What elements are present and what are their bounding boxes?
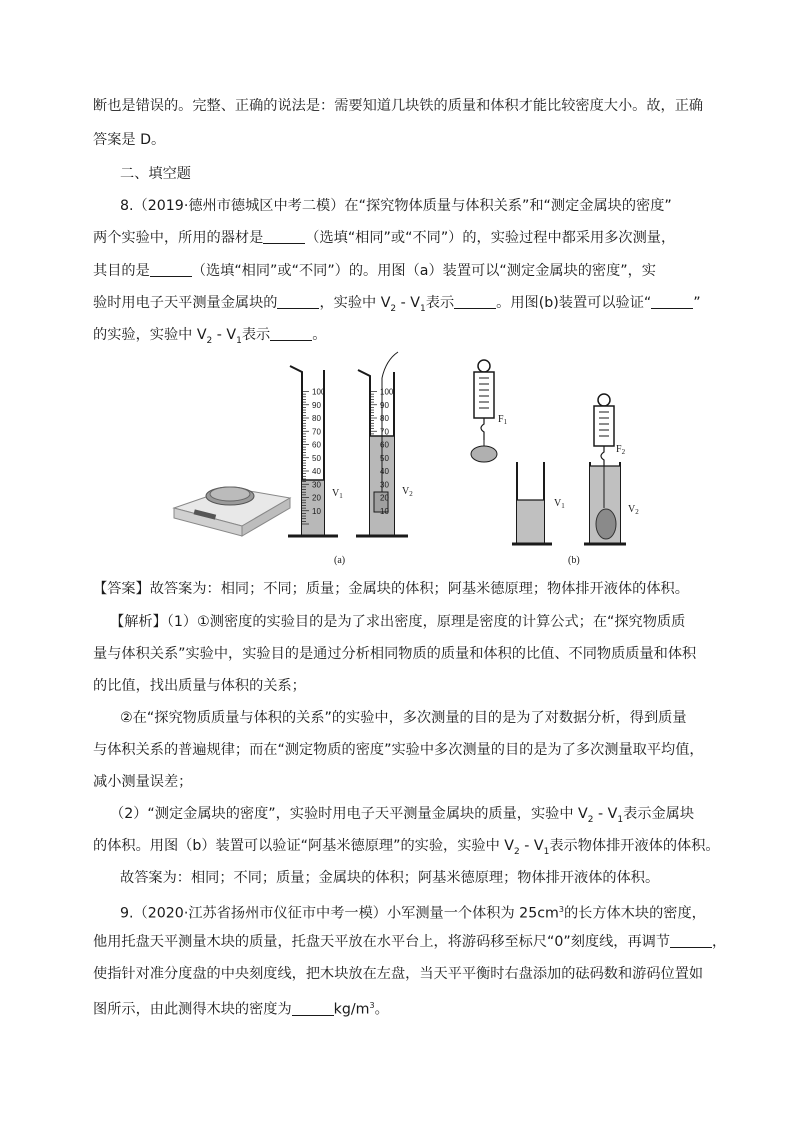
- electronic-balance: [174, 487, 290, 536]
- tick-label: 20: [380, 493, 389, 503]
- tick-label: 100: [380, 387, 394, 397]
- tick-label: 80: [312, 414, 321, 423]
- answer-blank: [263, 229, 305, 244]
- answer-blank: [670, 933, 712, 948]
- tick-label: 40: [380, 467, 389, 476]
- answer-blank: [277, 294, 319, 309]
- text-line: 故答案为：相同；不同；质量；金属块的体积；阿基米德原理；物体排开液体的体积。: [120, 870, 660, 886]
- caption-a: (a): [334, 555, 346, 566]
- answer-blank: [270, 326, 312, 341]
- text-line: ②在“探究物质质量与体积的关系”的实验中，多次测量的目的是为了对数据分析，得到质量: [120, 710, 687, 726]
- tick-label: 90: [312, 400, 321, 410]
- text-line: 图所示，由此测得木块的密度为 $kg/m^3$。: [93, 1001, 389, 1018]
- tick-label: 60: [380, 440, 389, 450]
- text-line: 使指针对准分度盘的中央刻度线，把木块放在左盘，当天平平衡时右盘添加的砝码数和游码位置如: [93, 966, 704, 982]
- text-line: 答案是 D。: [93, 132, 166, 148]
- caption-b: (b): [568, 555, 580, 566]
- section-heading: 二、填空题: [120, 166, 191, 182]
- text-line: 与体积关系的普遍规律；而在“测定物质的密度”实验中多次测量的目的是为了多次测量取平均值，: [93, 742, 704, 758]
- text-line: 的体积。用图（b）装置可以验证“阿基米德原理”的实验，实验中 $V_2 - V_1$表示物体排开液体的体积。: [93, 838, 720, 857]
- tick-label: 100: [312, 387, 326, 397]
- answer-line: 【答案】故答案为：相同；不同；质量；金属块的体积；阿基米德原理；物体排开液体的体积。: [93, 581, 689, 597]
- spring-scale-f1: [471, 360, 497, 462]
- experiment-figure: [172, 348, 642, 570]
- tick-label: 50: [380, 453, 389, 463]
- label-v1: $V_1$: [332, 488, 343, 500]
- beaker-v1: [512, 462, 552, 544]
- answer-blank: [150, 262, 192, 277]
- text-line: 验时用电子天平测量金属块的 ，实验中 $V_2 - V_1$表示 。用图(b)装置可以验证“ ”: [93, 295, 701, 314]
- answer-blank: [454, 294, 496, 309]
- tick-label: 10: [312, 506, 321, 516]
- answer-blank: [651, 294, 693, 309]
- tick-label: 70: [312, 427, 321, 437]
- tick-label: 40: [312, 467, 321, 476]
- tick-label: 50: [312, 453, 321, 463]
- text-line: 断也是错误的。完整、正确的说法是：需要知道几块铁的质量和体积才能比较密度大小。故，正确: [93, 98, 704, 114]
- label-f1: $F_1$: [498, 414, 508, 426]
- graduated-cylinder-v1: [288, 366, 377, 536]
- text-line: 减小测量误差；: [93, 774, 193, 790]
- label-v2: $V_2$: [402, 486, 413, 498]
- tick-label: 70: [380, 427, 389, 437]
- tick-label: 30: [380, 480, 389, 490]
- label-v2-b: $V_2$: [628, 504, 639, 516]
- beaker-v2: [584, 462, 626, 544]
- text-line: 量与体积关系”实验中，实验目的是通过分析相同物质的质量和体积的比值、不同物质质量和体积: [93, 646, 697, 662]
- tick-label: 80: [380, 414, 389, 423]
- text-line: （2）“测定金属块的密度”，实验时用电子天平测量金属块的质量，实验中 $V_2 - V_1$表示金属块: [110, 806, 695, 825]
- text-line: 两个实验中，所用的器材是 （选填“相同”或“不同”）的，实验过程中都采用多次测量，: [93, 230, 676, 246]
- tick-label: 20: [312, 493, 321, 503]
- text-line: 其目的是 （选填“相同”或“不同”）的。用图（a）装置可以“测定金属块的密度”，实: [93, 263, 656, 279]
- answer-blank: [292, 1001, 334, 1016]
- label-f2: $F_2$: [616, 444, 626, 456]
- label-v1-b: $V_1$: [554, 498, 565, 510]
- tick-label: 10: [380, 506, 389, 516]
- tick-label: 60: [312, 440, 321, 450]
- tick-label: 30: [312, 480, 321, 490]
- text-line: 的比值，找出质量与体积的关系；: [93, 678, 306, 694]
- tick-label: 90: [380, 400, 389, 410]
- analysis-line: 【解析】（1）①测密度的实验目的是为了求出密度，原理是密度的计算公式；在“探究物质质: [110, 614, 686, 630]
- question-9: 9.（2020·江苏省扬州市仪征市中考一模）小军测量一个体积为 $25cm^3$的长方体木块的密度，: [120, 905, 706, 922]
- text-line: 的实验，实验中 $V_2 - V_1$表示 。: [93, 327, 327, 346]
- question-8: 8.（2019·德州市德城区中考二模）在“探究物体质量与体积关系”和“测定金属块的密度”: [120, 198, 672, 214]
- text-line: 他用托盘天平测量木块的质量，托盘天平放在水平台上，将游码移至标尺“0”刻度线，再调节 ，: [93, 934, 727, 950]
